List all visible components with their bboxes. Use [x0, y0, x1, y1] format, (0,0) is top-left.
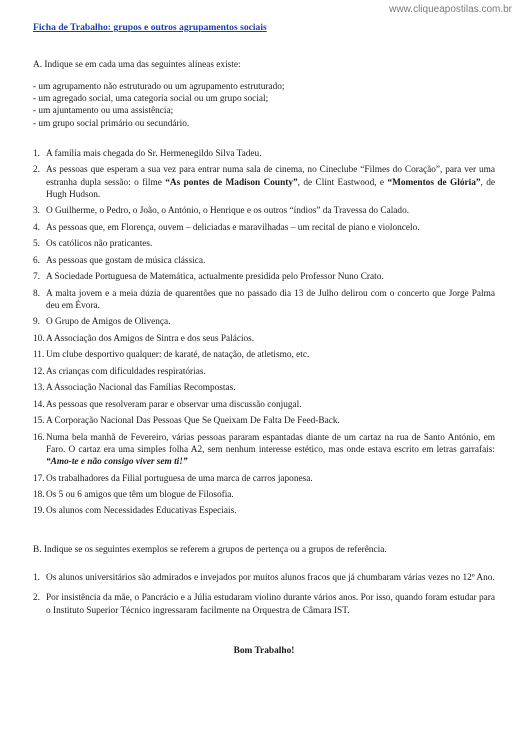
- section-b-intro: B. Indique se os seguintes exemplos se referem a grupos de pertença ou a grupos de referência.: [33, 544, 387, 555]
- list-item: 10. A Associação dos Amigos de Sintra e dos seus Palácios.: [33, 333, 255, 344]
- list-item: 15. A Corporação Nacional Das Pessoas Que Se Queixam De Falta De Feed-Back.: [33, 416, 340, 427]
- section-a-items: [33, 148, 495, 518]
- criteria-item: - um grupo social primário ou secundário.: [33, 118, 190, 129]
- list-item: 5. Os católicos não praticantes.: [33, 239, 153, 250]
- list-item: 17. Os trabalhadores da Filial portuguesa de uma marca de carros japonesa.: [33, 473, 313, 484]
- closing-message: Bom Trabalho!: [233, 645, 295, 656]
- list-item: 2. As pessoas que esperam a sua vez para entrar numa sala de cinema, no Cineclube “Filmes do Coração”, para ver uma estranha dupla sessão: o filme “As pontes de Madison County”, de Clint Eastwood, e “Momentos de Glória”, de Hugh Hudson.: [33, 165, 496, 200]
- list-item: 2. Por insistência da mãe, o Pancrácio e a Júlia estudaram violino durante vários anos. Por isso, quando foram estudar para o Instituto Superior Técnico ingressaram facilmente na Orquestra de Câmara IST.: [33, 593, 495, 616]
- list-item: 4. As pessoas que, em Florença, ouvem – deliciadas e maravilhadas – um recital de piano e violoncelo.: [33, 222, 420, 233]
- list-item: 8. A malta jovem e a meia dúzia de quarentões que no passado dia 13 de Julho delirou com o concerto que Jorge Palma deu em Évora.: [33, 288, 495, 311]
- list-item: 18. Os 5 ou 6 amigos que têm um blogue de Filosofia.: [33, 490, 234, 501]
- list-item: 1. Os alunos universitários são admirados e invejados por muitos alunos fracos que já chumbaram várias vezes no 12º Ano.: [33, 573, 495, 583]
- list-item: 11. Um clube desportivo qualquer: de karaté, de natação, de atletismo, etc.: [33, 350, 310, 361]
- list-item: 6. As pessoas que gostam de música clássica.: [33, 255, 206, 266]
- film-title: “As pontes de Madison County”: [165, 177, 298, 188]
- poster-quote: “Amo-te e não consigo viver sem ti!”: [46, 457, 188, 468]
- criteria-item: - um agregado social, uma categoria social ou um grupo social;: [33, 94, 269, 105]
- list-item: 9. O Grupo de Amigos de Olivença.: [33, 317, 171, 328]
- list-item: 1. A família mais chegada do Sr. Hermenegildo Silva Tadeu.: [33, 148, 262, 159]
- list-item: 12. As crianças com dificuldades respiratórias.: [33, 366, 206, 377]
- list-item: 3. O Guilherme, o Pedro, o João, o António, o Henrique e os outros “índios” da Travessa do Calado.: [33, 206, 410, 217]
- criteria-item: - um agrupamento não estruturado ou um agrupamento estruturado;: [33, 81, 285, 92]
- list-item: 19. Os alunos com Necessidades Educativas Especiais.: [33, 506, 237, 517]
- criteria-item: - um ajuntamento ou uma assistência;: [33, 106, 174, 117]
- section-a-criteria-list: [33, 81, 495, 130]
- list-item: 7. A Sociedade Portuguesa de Matemática, actualmente presidida pelo Professor Nuno Crato.: [33, 272, 384, 283]
- list-item: 16. Numa bela manhã de Fevereiro, várias pessoas pararam espantadas diante de um cartaz na rua de Santo António, em Faro. O cartaz era uma simples folha A2, sem nenhum interesse estético, mas onde estava escrito em letras garrafais: “Amo-te e não consigo viver sem ti!”: [33, 432, 495, 468]
- list-item: 13. A Associação Nacional das Famílias Recompostas.: [33, 383, 236, 394]
- list-item: 14. As pessoas que resolveram parar e observar uma discussão conjugal.: [33, 399, 302, 410]
- worksheet: [33, 22, 495, 667]
- film-title: “Momentos de Glória”: [387, 177, 481, 188]
- watermark-text: www.cliqueapostilas.com.br: [389, 4, 512, 15]
- section-a-intro: A. Indique se em cada uma das seguintes alíneas existe:: [33, 59, 241, 70]
- section-b-items: [33, 572, 495, 617]
- worksheet-title[interactable]: Ficha de Trabalho: grupos e outros agrupamentos sociais: [33, 22, 267, 33]
